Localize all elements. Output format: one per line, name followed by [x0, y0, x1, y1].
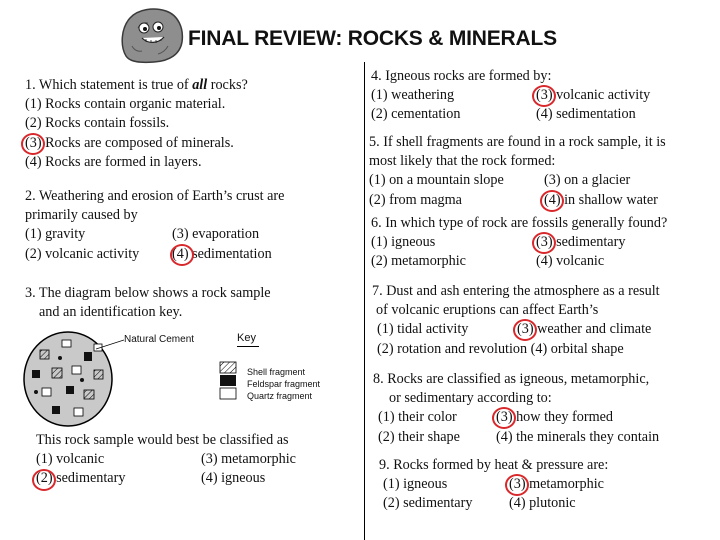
q5-option-1: (1) on a mountain slope	[369, 172, 504, 189]
q1-option-4: (4) Rocks are formed in layers.	[25, 153, 202, 170]
q3-option-3: (3) metamorphic	[201, 451, 296, 468]
key-swatches	[219, 361, 239, 401]
question-2: 2. Weathering and erosion of Earth’s crust are primarily caused by (1) gravity (3) evaporation (2) volcanic activity (4) sedimentation	[25, 187, 355, 264]
q1-option-1: (1) Rocks contain organic material.	[25, 96, 226, 113]
question-4: 4. Igneous rocks are formed by: (1) weathering (3) volcanic activity (2) cementation (4) sedimentation	[371, 67, 711, 125]
key-item-quartz: Quartz fragment	[247, 391, 313, 401]
q1-option-2: (2) Rocks contain fossils.	[25, 115, 170, 132]
q6-option-3: (3) sedimentary	[536, 233, 625, 252]
key-title-underline	[237, 346, 259, 347]
q9-option-1: (1) igneous	[383, 476, 448, 493]
answer-circle	[513, 319, 537, 341]
shell-fragment	[40, 350, 49, 359]
q7-options-2-4: (2) rotation and revolution (4) orbital shape	[377, 340, 624, 357]
q7-option-1: (1) tidal activity	[377, 321, 469, 338]
shell-swatch	[220, 362, 236, 373]
answer-circle	[492, 407, 516, 429]
key-item-shell: Shell fragment	[247, 367, 306, 377]
key-item-feldspar: Feldspar fragment	[247, 379, 321, 389]
quartz-fragment	[62, 340, 71, 347]
q7-option-3: (3) weather and climate	[517, 320, 651, 339]
q6-option-4: (4) volcanic	[536, 253, 605, 270]
answer-circle	[505, 474, 529, 496]
q9-option-2: (2) sedimentary	[383, 495, 473, 512]
answer-circle	[21, 133, 45, 155]
answer-circle	[532, 232, 556, 254]
q9-option-4: (4) plutonic	[509, 495, 576, 512]
q4-option-2: (2) cementation	[371, 106, 461, 123]
q8-option-1: (1) their color	[378, 409, 457, 426]
q1-option-3: (3) Rocks are composed of minerals.	[25, 134, 248, 153]
q2-option-3: (3) evaporation	[172, 226, 260, 243]
q2-option-2: (2) volcanic activity	[25, 245, 140, 262]
answer-circle	[540, 190, 564, 212]
q5-option-4: (4) in shallow water	[544, 191, 658, 210]
q2-option-4: (4) sedimentation	[172, 245, 272, 264]
q6-option-1: (1) igneous	[371, 234, 436, 251]
feldspar-swatch	[220, 375, 236, 386]
quartz-swatch	[220, 388, 236, 399]
question-1: 1. Which statement is true of all rocks? (1) Rocks contain organic material. (2) Rocks contain fossils. (3) Rocks are composed of minerals. (4) Rocks are formed in layers.	[25, 76, 248, 172]
column-divider	[364, 62, 365, 540]
feldspar-fragment	[84, 352, 92, 361]
q6-option-2: (2) metamorphic	[371, 253, 466, 270]
key-title: Key	[237, 332, 256, 344]
q3-option-1: (1) volcanic	[36, 451, 105, 468]
question-5: 5. If shell fragments are found in a rock sample, it is most likely that the rock formed: (1) on a mountain slope (3) on a glacier (2) from magma (4) in shallow water	[369, 133, 714, 210]
q8-option-4: (4) the minerals they contain	[496, 428, 660, 445]
q4-option-4: (4) sedimentation	[536, 106, 636, 123]
answer-circle	[32, 469, 56, 491]
q3-option-4: (4) igneous	[201, 470, 266, 487]
smiling-rock-icon	[118, 6, 186, 64]
q8-option-3: (3) how they formed	[496, 408, 613, 427]
q5-option-3: (3) on a glacier	[544, 172, 631, 189]
q4-option-3: (3) volcanic activity	[536, 86, 650, 105]
q8-option-2: (2) their shape	[378, 428, 460, 445]
q4-option-1: (1) weathering	[371, 87, 455, 104]
answer-circle	[532, 85, 556, 107]
question-9: 9. Rocks formed by heat & pressure are: (1) igneous (3) metamorphic (2) sedimentary (4) plutonic	[379, 456, 709, 514]
answer-circle	[170, 244, 194, 266]
q5-option-2: (2) from magma	[369, 191, 462, 208]
question-6: 6. In which type of rock are fossils generally found? (1) igneous (3) sedimentary (2) metamorphic (4) volcanic	[371, 214, 716, 272]
question-8: 8. Rocks are classified as igneous, metamorphic, or sedimentary according to: (1) their color (3) how they formed (2) their shape (4) the minerals they contain	[373, 370, 718, 447]
question-3: 3. The diagram below shows a rock sample and an identification key.	[25, 285, 271, 321]
q3-option-2: (2) sedimentary	[36, 470, 125, 486]
page-title: FINAL REVIEW: ROCKS & MINERALS	[188, 27, 557, 50]
question-7: 7. Dust and ash entering the atmosphere as a result of volcanic eruptions can affect Earth’s (1) tidal activity (3) weather and climate (2) rotation and revolution (4) orbital shape	[372, 282, 717, 359]
q9-option-3: (3) metamorphic	[509, 475, 604, 494]
natural-cement-label: Natural Cement	[124, 334, 195, 345]
q2-option-1: (1) gravity	[25, 226, 86, 243]
question-3-choices: This rock sample would best be classified as (1) volcanic (3) metamorphic (2) sedimentary (4) igneous	[36, 431, 356, 489]
cement-pointer-line	[96, 339, 124, 351]
